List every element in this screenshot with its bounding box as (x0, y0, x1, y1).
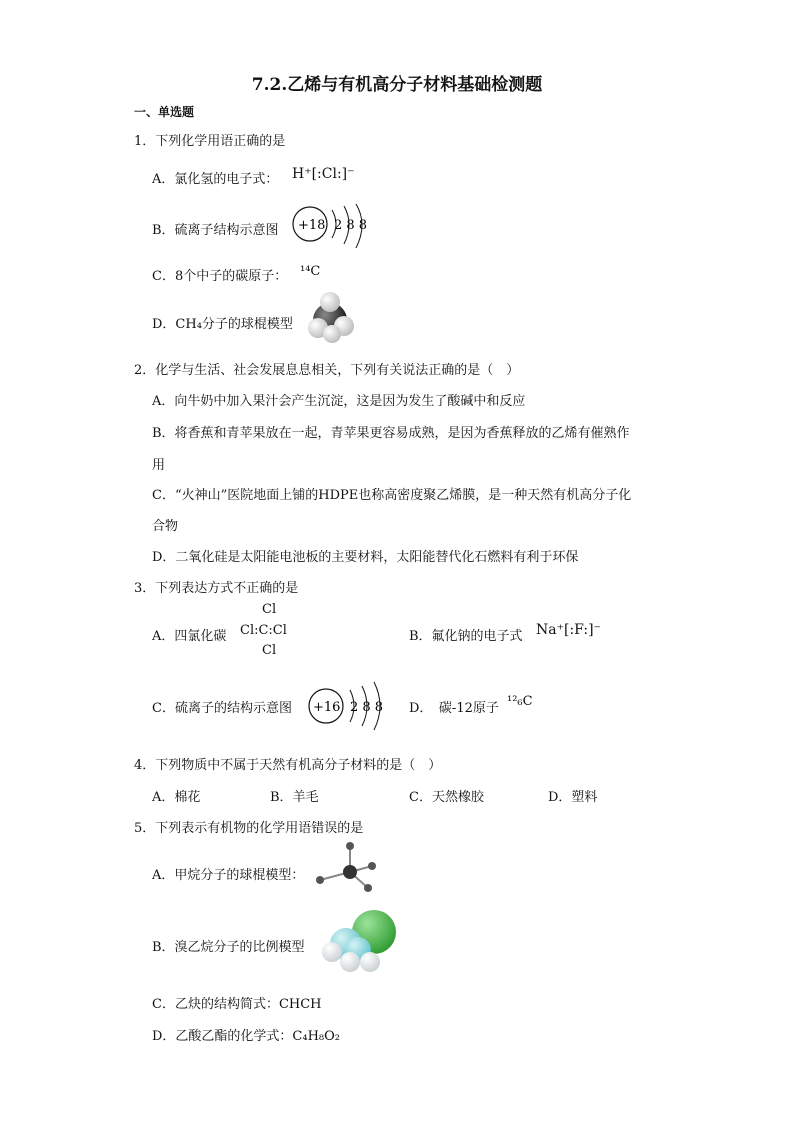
q3-a-ccl-middle: Cl:C:Cl (240, 623, 287, 638)
q4-stem: 4．下列物质中不属于天然有机高分子材料的是（ ） (134, 758, 442, 773)
q2-option-a: A．向牛奶中加入果汁会产生沉淀，这是因为发生了酸碱中和反应 (152, 394, 526, 409)
q1-stem: 1．下列化学用语正确的是 (134, 134, 286, 149)
q5-option-d: D．乙酸乙酯的化学式：C₄H₈O₂ (152, 1029, 340, 1044)
q4-option-d: D．塑料 (548, 790, 598, 805)
section-heading: 一、单选题 (134, 105, 195, 119)
q5-option-c: C．乙炔的结构简式：CHCH (152, 997, 322, 1012)
q1-b-nucleus: +18 (298, 218, 326, 233)
page-title: 7.2.乙烯与有机高分子材料基础检测题 (251, 75, 543, 95)
q3-a-cl-bottom: Cl (262, 643, 277, 658)
q1-option-c: C．8个中子的碳原子： (152, 269, 288, 284)
q1-a-formula: H⁺[:Cl:]⁻ (292, 166, 355, 182)
methane-ball-stick-model (312, 840, 382, 892)
q1-b-structure-diagram (288, 202, 368, 252)
q1-option-d: D．CH₄分子的球棍模型 (152, 317, 293, 332)
q2-option-c-line1: C．“火神山”医院地面上铺的HDPE也称高密度聚乙烯膜，是一种天然有机高分子化 (152, 488, 632, 503)
q2-option-b-line1: B．将香蕉和青苹果放在一起，青苹果更容易成熟，是因为香蕉释放的乙烯有催熟作 (152, 426, 630, 441)
q3-stem: 3．下列表达方式不正确的是 (134, 581, 299, 596)
q1-c-symbol: ¹⁴C (300, 264, 321, 279)
q3-option-c: C．硫离子的结构示意图 (152, 701, 292, 716)
q3-a-cl-top: Cl (262, 602, 277, 617)
q3-c-shells: 2 8 8 (350, 700, 384, 715)
q3-b-formula: Na⁺[:F:]⁻ (536, 622, 601, 638)
q1-option-a: A．氯化氢的电子式： (152, 172, 279, 187)
q2-option-d: D．二氧化硅是太阳能电池板的主要材料，太阳能替代化石燃料有利于环保 (152, 550, 579, 565)
q4-option-b: B．羊毛 (270, 790, 319, 805)
q3-option-a: A．四氯化碳 (152, 629, 227, 644)
q2-option-b-line2: 用 (152, 458, 166, 473)
q1-option-b: B．硫离子结构示意图 (152, 223, 279, 238)
q3-c-nucleus: +16 (313, 700, 341, 715)
ch4-space-filling-model (304, 290, 360, 344)
q1-b-shells: 2 8 8 (334, 218, 368, 233)
q5-option-b: B．溴乙烷分子的比例模型 (152, 940, 305, 955)
bromoethane-space-filling-model (318, 906, 400, 976)
q2-stem: 2．化学与生活、社会发展息息相关，下列有关说法正确的是（ ） (134, 363, 520, 378)
q3-d-symbol: ¹²₆C (507, 694, 533, 709)
q5-option-a: A．甲烷分子的球棍模型： (152, 868, 305, 883)
q3-option-b: B．氟化钠的电子式 (409, 629, 523, 644)
q3-c-structure-diagram (306, 680, 388, 732)
q4-option-c: C．天然橡胶 (409, 790, 484, 805)
q2-option-c-line2: 合物 (152, 519, 179, 534)
q4-option-a: A．棉花 (152, 790, 201, 805)
q3-option-d: D． 碳-12原子 (409, 701, 499, 716)
q5-stem: 5．下列表示有机物的化学用语错误的是 (134, 821, 364, 836)
